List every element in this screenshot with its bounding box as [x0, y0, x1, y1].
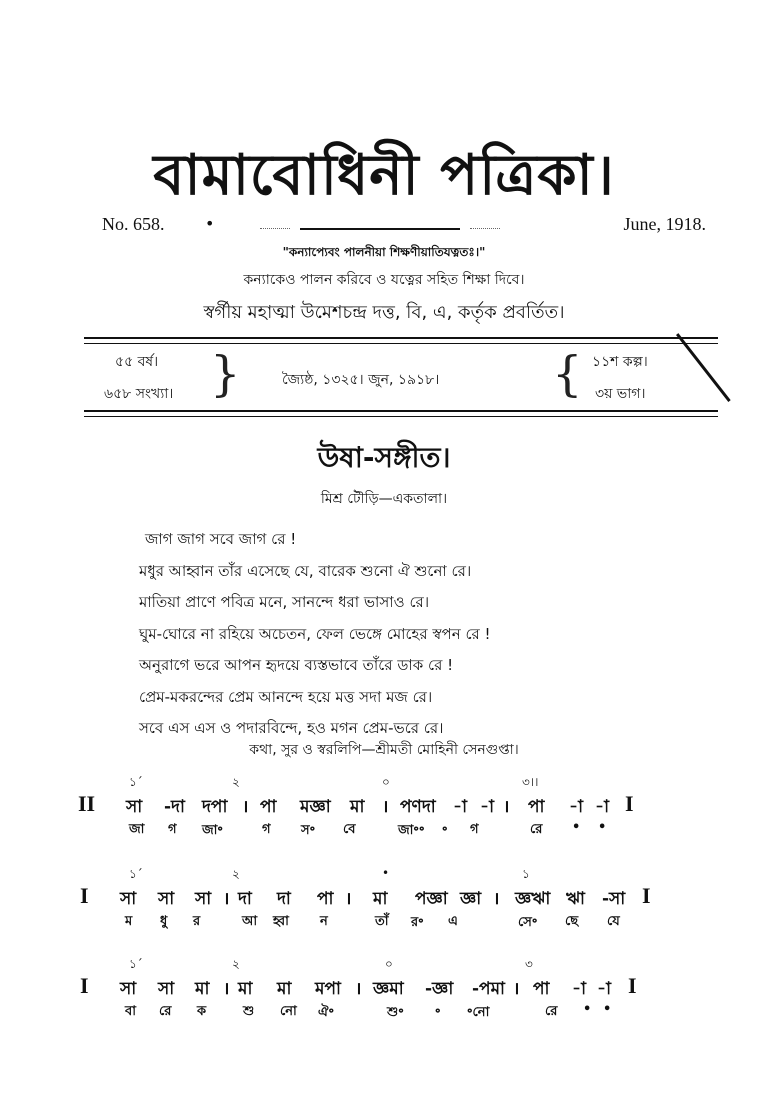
beat-mark: ২	[232, 867, 240, 881]
bar-divider: ।	[355, 979, 362, 999]
beat-mark: ১	[522, 867, 530, 881]
end-barline: I	[642, 883, 651, 908]
end-barline: I	[628, 973, 637, 998]
syllable: রে	[530, 822, 543, 837]
swara: -পমা	[472, 979, 505, 999]
issue-date: June, 1918.	[623, 214, 706, 234]
magazine-title: বামাবোধিনী পত্রিকা।	[153, 143, 615, 208]
swara: পা	[317, 889, 334, 909]
swara: জ্ঞা	[460, 889, 482, 909]
syllable: •	[598, 820, 607, 835]
syllable: তাঁ	[375, 914, 389, 929]
lyric-line: মাতিয়া প্রাণে পবিত্র মনে, সানন্দে ধরা ভাসাও রে।	[139, 593, 430, 611]
syllable: ॰	[435, 1005, 441, 1020]
swara: -দা	[164, 797, 185, 817]
syllable: রে	[545, 1004, 558, 1019]
start-barline: I	[80, 883, 89, 908]
bar-divider: ।	[503, 797, 510, 817]
beat-mark: •	[382, 866, 390, 880]
swara: -া	[572, 979, 586, 999]
lyric-line: ঘুম-ঘোরে না রহিয়ে অচেতন, ফেল ভেঙ্গে মোহের স্বপন রে !	[139, 624, 491, 643]
kalpa: ১১শ কল্প।	[592, 354, 648, 370]
syllable: সে॰	[518, 915, 538, 930]
swara: ঋা	[566, 889, 585, 909]
syllable: স॰	[301, 823, 316, 838]
bengali-date: জ্যৈষ্ঠ, ১৩২৫। জুন, ১৯১৮।	[282, 372, 440, 388]
notation-row-2	[75, 866, 715, 934]
bar-divider: ।	[513, 979, 520, 999]
beat-mark: ০	[385, 957, 393, 971]
syllable: শু	[243, 1004, 255, 1019]
swara: দপা	[202, 797, 228, 817]
syllable: ম	[125, 914, 133, 929]
start-barline: I	[80, 973, 89, 998]
double-barline: II	[78, 791, 96, 816]
swara: দা	[277, 889, 291, 909]
swara: সা	[120, 979, 137, 999]
swara: মা	[277, 979, 292, 999]
swara: পণদা	[400, 797, 436, 817]
syllable: ঐ॰	[318, 1005, 334, 1020]
swara: পজ্ঞা	[415, 889, 448, 909]
syllable: গ	[262, 822, 271, 837]
syllable: যে	[607, 914, 620, 929]
swara: -সা	[602, 889, 626, 909]
syllable: নো	[280, 1004, 297, 1019]
swara: -জ্ঞা	[425, 979, 454, 999]
swara: -া	[569, 797, 583, 817]
end-barline: I	[625, 791, 634, 816]
beat-mark: ১´	[129, 957, 143, 971]
bar-divider: ।	[223, 979, 230, 999]
syllable: ছে	[565, 914, 579, 929]
notation-row-3	[75, 956, 715, 1024]
syllable: ধু	[160, 914, 168, 929]
bar-divider: ।	[223, 889, 230, 909]
syllable: জা॰	[202, 823, 223, 838]
swara: -া	[595, 797, 609, 817]
song-title: উষা-সঙ্গীত।	[317, 441, 451, 474]
volume-year: ৫৫ বর্ষ।	[115, 354, 159, 370]
beat-mark: ১´	[129, 775, 143, 789]
syllable: হ্বা	[273, 914, 289, 929]
divider-rule	[300, 228, 460, 230]
swara: -া	[453, 797, 467, 817]
swara: জ্ঞঋা	[515, 889, 551, 909]
syllable: আ	[242, 914, 258, 929]
swara: মপা	[315, 979, 341, 999]
syllable: গ	[470, 822, 479, 837]
beat-mark: ৩।।	[522, 775, 539, 789]
motto-translation: কন্যাকেও পালন করিবে ও যত্নের সহিত শিক্ষা দিবে।	[243, 272, 525, 288]
divider-dotted-left	[260, 228, 290, 229]
motto-sanskrit: "কন্যাপ্যেবং পালনীয়া শিক্ষণীয়াতিযত্নতঃ।"	[282, 245, 486, 259]
notation-row-1	[75, 774, 715, 842]
beat-mark: ০	[382, 775, 390, 789]
syllable: এ	[448, 914, 458, 929]
syllable: জা॰॰	[398, 823, 425, 838]
syllable: বা	[125, 1004, 137, 1019]
left-brace: {	[552, 346, 583, 402]
syllable: •	[583, 1002, 592, 1017]
ornament-dot: •	[205, 214, 215, 233]
swara: সা	[120, 889, 137, 909]
swara: জ্ঞমা	[373, 979, 404, 999]
syllable: র॰	[411, 915, 424, 930]
bar-divider: ।	[382, 797, 389, 817]
swara: মা	[238, 979, 253, 999]
syllable: রে	[159, 1004, 172, 1019]
lyric-line: অনুরাগে ভরে আপন হৃদয়ে ব্যস্তভাবে তাঁরে ডাক রে !	[139, 656, 454, 674]
swara: দা	[238, 889, 252, 909]
syllable: শু॰	[387, 1005, 404, 1020]
syllable: জা	[129, 822, 145, 837]
swara: সা	[195, 889, 212, 909]
bar-divider: ।	[493, 889, 500, 909]
lyric-line: প্রেম-মকরন্দের প্রেম আনন্দে হয়ে মত্ত সদা মজ রে।	[139, 687, 433, 706]
beat-mark: ২	[232, 957, 240, 971]
syllable: ক	[197, 1004, 207, 1019]
syllable: •	[603, 1002, 612, 1017]
right-brace: }	[210, 346, 241, 402]
bhag: ৩য় ভাগ।	[595, 386, 646, 402]
swara: মজ্ঞা	[300, 797, 331, 817]
song-credits: কথা, সুর ও স্বরলিপি—শ্রীমতী মোহিনী সেনগুপ্তা।	[249, 742, 519, 758]
bar-divider: ।	[242, 797, 249, 817]
founder-line: স্বর্গীয় মহাত্মা উমেশচন্দ্র দত্ত, বি, এ, কর্তৃক প্রবর্তিত।	[203, 302, 565, 323]
issue-count: ৬৫৮ সংখ্যা।	[104, 386, 174, 402]
swara: সা	[158, 979, 175, 999]
beat-mark: ১´	[129, 867, 143, 881]
swara: -া	[480, 797, 494, 817]
syllable: গ	[168, 822, 177, 837]
raga-tala: মিশ্র টৌড়ি—একতালা।	[320, 491, 448, 507]
issue-number: No. 658.	[102, 214, 165, 234]
info-bar-top-rule	[84, 337, 718, 344]
syllable: র	[193, 914, 201, 929]
swara: মা	[195, 979, 210, 999]
swara: পা	[260, 797, 277, 817]
divider-dotted-right	[470, 228, 500, 229]
lyric-line: সবে এস এস ও পদারবিন্দে, হও মগন প্রেম-ভরে রে।	[139, 719, 444, 737]
lyrics-block	[139, 524, 705, 745]
syllable: বে	[343, 822, 356, 837]
lyric-line: মধুর আহ্বান তাঁর এসেছে যে, বারেক শুনো ঐ শুনো রে।	[139, 561, 472, 580]
info-bar-bottom-rule	[84, 410, 718, 417]
swara: সা	[158, 889, 175, 909]
swara: পা	[533, 979, 550, 999]
swara: মা	[373, 889, 388, 909]
bar-divider: ।	[345, 889, 352, 909]
swara: মা	[350, 797, 365, 817]
syllable: ॰	[442, 823, 448, 838]
beat-mark: ৩	[525, 957, 533, 971]
beat-mark: ২	[232, 775, 240, 789]
syllable: •	[572, 820, 581, 835]
lyric-line: জাগ জাগ সবে জাগ রে !	[145, 530, 297, 548]
syllable: ন	[320, 914, 328, 929]
swara: পা	[528, 797, 545, 817]
swara: সা	[126, 797, 143, 817]
syllable: ॰নো	[467, 1005, 490, 1020]
swara: -া	[597, 979, 611, 999]
